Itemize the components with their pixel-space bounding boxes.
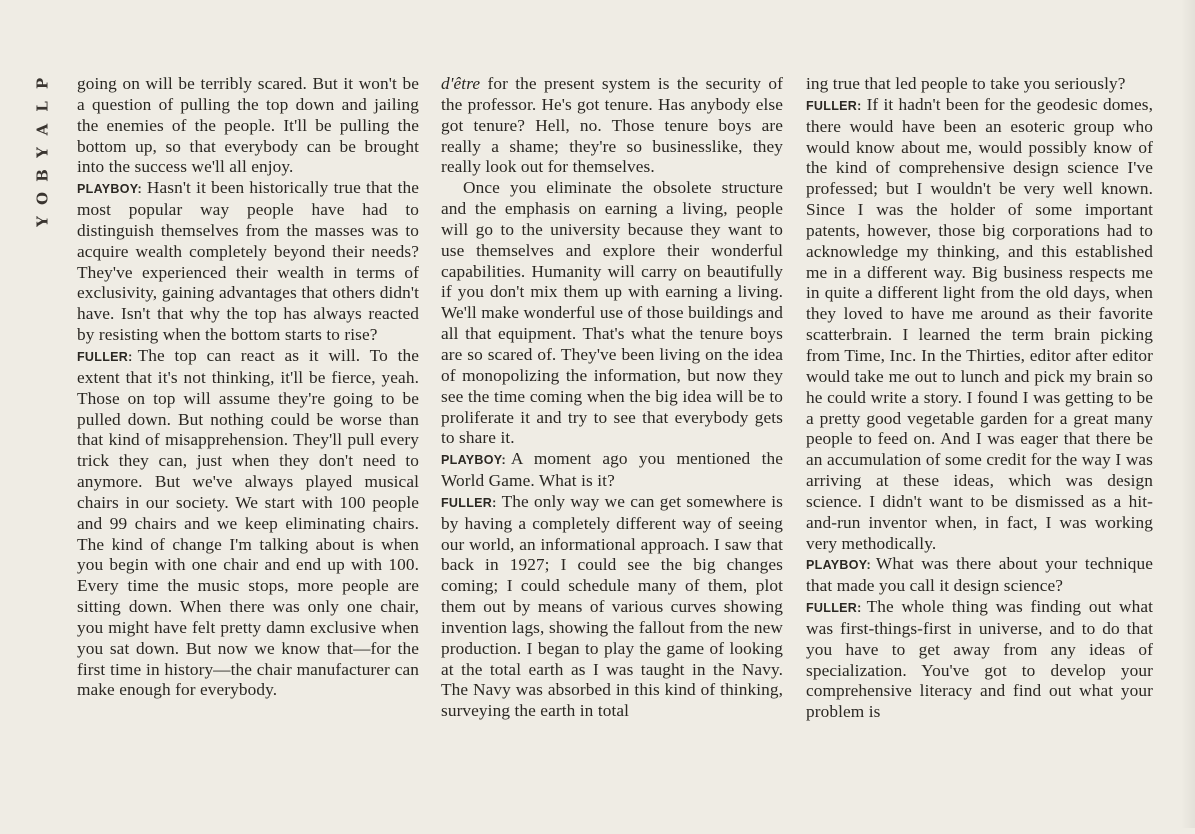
masthead-letter: Y (33, 216, 52, 227)
paragraph (441, 74, 783, 178)
masthead-letter: P (33, 77, 52, 90)
paragraph (806, 95, 1153, 555)
speaker-label: FULLER: (77, 349, 133, 364)
paragraph (77, 178, 419, 346)
masthead-letter: L (33, 101, 52, 112)
paragraph-text: Hasn't it been historically true that the most popular way people have had to distinguish themselves from the masses was to acquire wealth completely beyond their needs? They've experienced their wealth in terms of exclusivity, gaining advantages that others didn't have. Isn't that why the top has always reacted by resisting when the bottom starts to rise? (77, 178, 419, 345)
paragraph (806, 597, 1153, 723)
speaker-label: PLAYBOY: (806, 558, 871, 573)
speaker-label: FULLER: (441, 495, 497, 510)
speaker-label: FULLER: (806, 98, 862, 113)
paragraph-text: What was there about your technique that made you call it design science? (806, 554, 1153, 596)
masthead-letter: B (33, 169, 52, 182)
text-column-2 (441, 74, 783, 834)
text-column-3 (806, 74, 1153, 834)
paragraph (806, 554, 1153, 597)
masthead-letter: A (33, 123, 52, 136)
paragraph (77, 74, 419, 178)
italic-text: d'être (441, 74, 481, 93)
masthead-letter: O (33, 191, 52, 206)
text-column-1 (77, 74, 419, 834)
page-edge-shadow (1181, 0, 1195, 828)
paragraph-text: The whole thing was finding out what was first-things-first in universe, and to do that you have to get away from any ideas of specialization. You've got to develop your comprehensive literacy and find out what your problem is (806, 597, 1153, 722)
paragraph (441, 178, 783, 449)
paragraph-text: A moment ago you mentioned the World Game. What is it? (441, 449, 783, 491)
speaker-label: PLAYBOY: (441, 453, 506, 468)
paragraph-text: If it hadn't been for the geodesic domes, there would have been an esoteric group who would know about me, would possibly know of the kind of comprehensive design science I've professed; but I wouldn't be very well known. Since I was the holder of some important patents, however, those big corporations had to acknowledge my thinking, and this established me in a different way. Big business respects me in quite a different light from the old days, when they loved to have me around as their favorite scatterbrain. I learned the term brain picking from Time, Inc. In the Thirties, editor after editor would take me out to lunch and pick my brain so he could write a story. I found I was getting to be a pretty good vegetable garden for a great many people to feed on. And I was eager that there be an accumulation of some credit for the way I was arriving at these ideas, which was design science. I didn't want to be dismissed as a hit-and-run inventor when, in fact, I was working very methodically. (806, 94, 1153, 553)
masthead-letter: Y (33, 147, 52, 158)
playboy-vertical-masthead (32, 72, 54, 233)
paragraph (77, 346, 419, 701)
paragraph (441, 492, 783, 722)
paragraph-text: The only way we can get somewhere is by having a completely different way of seeing our world, an informational approach. I saw that back in 1927; I could see the big changes coming; I could schedule many of them, plot them out by means of various curves showing invention lags, showing the fallout from the new production. I began to play the game of looking at the total earth as I was taught in the Navy. The Navy was absorbed in this kind of thinking, surveying the earth in total (441, 491, 783, 721)
paragraph-text: ing true that led people to take you seriously? (806, 74, 1126, 93)
paragraph (806, 74, 1153, 95)
paragraph-text: going on will be terribly scared. But it won't be a question of pulling the top down and jailing the enemies of the people. It'll be pulling the bottom up, so that everybody can be brought into the success we'll all enjoy. (77, 74, 419, 177)
speaker-label: FULLER: (806, 601, 862, 616)
paragraph-text: Once you eliminate the obsolete structure and the emphasis on earning a living, people will go to the university because they want to use themselves and explore their wonderful capabilities. Humanity will carry on beautifully if you don't mix them up with earning a living. We'll make wonderful use of those buildings and all that equipment. That's what the tenure boys are so scared of. They've been living on the idea of monopolizing the information, but now they see the time coming when the big idea will be to proliferate it and try to see that everybody gets to share it. (441, 178, 783, 448)
paragraph (441, 449, 783, 492)
speaker-label: PLAYBOY: (77, 182, 142, 197)
paragraph-text: for the present system is the security of the professor. He's got tenure. Has anybody else got tenure? Hell, no. Those tenure boys are really a shame; they're so businesslike, they really look out for themselves. (441, 74, 783, 177)
paragraph-text: The top can react as it will. To the extent that it's not thinking, it'll be fierce, yeah. Those on top will assume they're going to be pulled down. But nothing could be worse than that kind of misapprehension. They'll pull every trick they can, just when they don't need to anymore. But we've always played musical chairs in our society. We start with 100 people and 99 chairs and we keep eliminating chairs. The kind of change I'm talking about is when you begin with one chair and end up with 100. Every time the music stops, more people are sitting down. When there was only one chair, you might have felt pretty damn exclusive when you sat down. But now we know that—for the first time in history—the chair manufacturer can make enough for everybody. (77, 345, 419, 700)
